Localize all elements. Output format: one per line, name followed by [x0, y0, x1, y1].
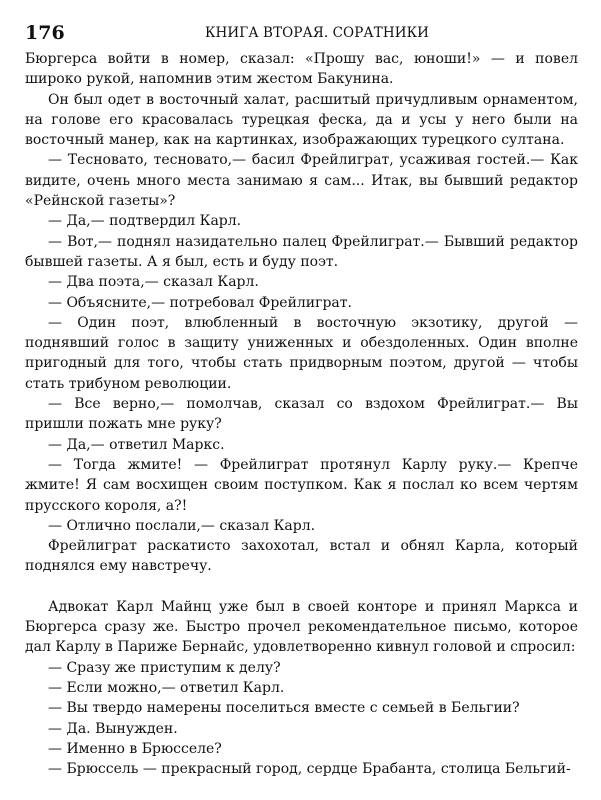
paragraph: — Сразу же приступим к делу? — [48, 659, 281, 676]
paragraph: — Да,— ответил Маркс. — [48, 436, 225, 453]
paragraph: Фрейлиграт раскатисто захохотал, встал и обнял Карла, который поднялся ему навстречу. — [25, 538, 578, 575]
paragraph: — Тесновато, тесновато,— басил Фрейлиграт, усаживая гостей.— Как видите, очень много места занимаю я сам... Итак, вы бывший редактор «Рейнской газеты»? — [25, 152, 578, 210]
paragraph: — Да,— подтвердил Карл. — [48, 213, 242, 230]
paragraph: — Все верно,— помолчав, сказал со вздохом Фрейлиграт.— Вы пришли пожать мне руку? — [25, 396, 578, 433]
paragraph: — Именно в Брюсселе? — [48, 740, 222, 757]
page-header — [25, 22, 575, 48]
page-number: 176 — [25, 22, 65, 44]
paragraph: Адвокат Карл Майнц уже был в своей конторе и принял Маркса и Бюргерса сразу же. Быстро прочел рекомендательное письмо, которое дал Карлу в Париже Бернайс, удовлетворенно кивнул головой и спросил: — [25, 598, 578, 656]
paragraph: Бюргерса войти в номер, сказал: «Прошу вас, юноши!» — и повел широко рукой, напомнив этим жестом Бакунина. — [25, 51, 578, 88]
body-text — [25, 49, 578, 779]
paragraph: — Брюссель — прекрасный город, сердце Брабанта, столица Бельгий- — [48, 761, 571, 778]
section-break — [25, 577, 578, 597]
paragraph: — Вы твердо намерены поселиться вместе с семьей в Бельгии? — [48, 700, 520, 717]
paragraph: — Отлично послали,— сказал Карл. — [48, 517, 316, 534]
paragraph: — Тогда жмите! — Фрейлиграт протянул Карлу руку.— Крепче жмите! Я сам восхищен своим поступком. Как я послал ко всем чертям прусского короля, а?! — [25, 456, 578, 514]
paragraph: — Один поэт, влюбленный в восточную экзотику, другой — поднявший голос в защиту униженных и обездоленных. Один вполне пригодный для того, чтобы стать придворным поэтом, другой — чтобы стать трибуном революции. — [25, 314, 578, 392]
paragraph: — Да. Вынужден. — [48, 720, 178, 737]
paragraph: — Если можно,— ответил Карл. — [48, 679, 285, 696]
paragraph: — Объясните,— потребовал Фрейлиграт. — [48, 294, 352, 311]
running-title: КНИГА ВТОРАЯ. СОРАТНИКИ — [205, 25, 430, 41]
paragraph: — Два поэта,— сказал Карл. — [48, 274, 259, 291]
paragraph: Он был одет в восточный халат, расшитый причудливым орнаментом, на голове его красовалась турецкая феска, да и усы у него были на восточный манер, как на картинках, изображающих турецкого султана. — [25, 91, 578, 149]
paragraph: — Вот,— поднял назидательно палец Фрейлиграт.— Бывший редактор бывшей газеты. А я был, есть и буду поэт. — [25, 233, 578, 270]
